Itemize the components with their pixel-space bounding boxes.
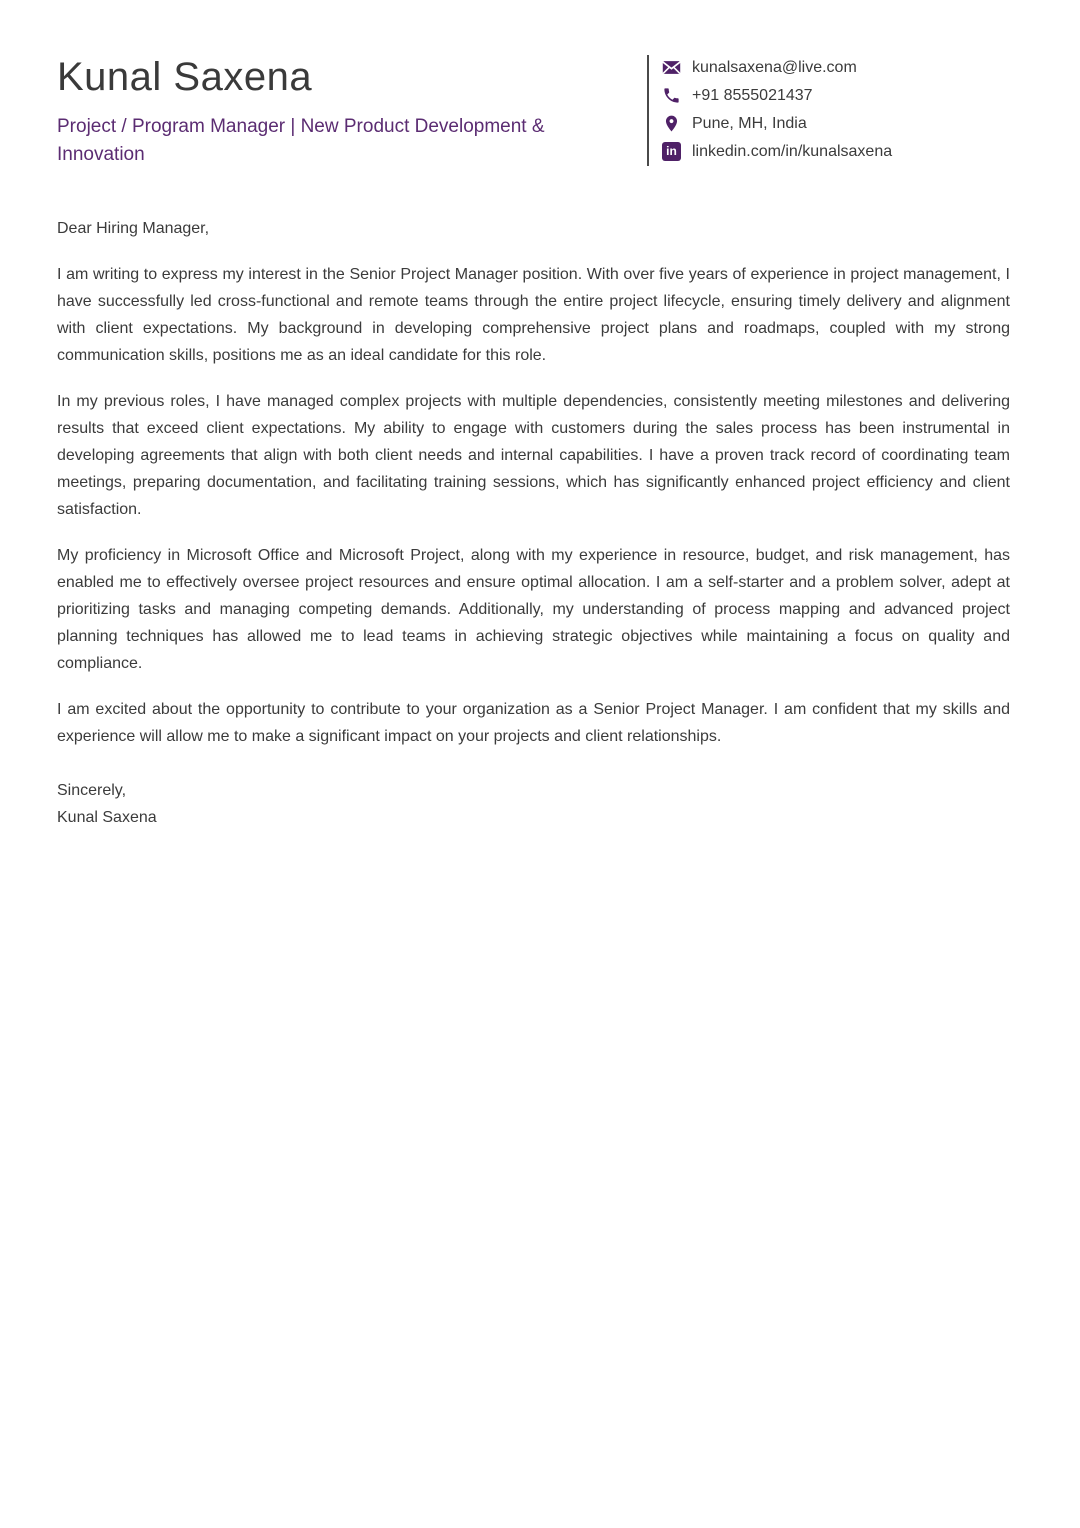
- contact-phone: +91 8555021437: [692, 86, 813, 104]
- envelope-icon: [662, 58, 681, 77]
- letter-signature: Kunal Saxena: [57, 809, 157, 826]
- letter-greeting: Dear Hiring Manager,: [57, 220, 210, 237]
- contact-location-row: [662, 114, 1017, 133]
- letter-paragraph-1: I am writing to express my interest in the Senior Project Manager position. With over five years of experience in project management, I have successfully led cross-functional and remote teams through the entire project lifecycle, ensuring timely delivery and alignment with client expectations. My background in developing comprehensive project plans and roadmaps, coupled with my strong communication skills, positions me as an ideal candidate for this role.: [57, 266, 1010, 364]
- letter-closing: Sincerely,: [57, 782, 127, 799]
- header-identity: [57, 55, 647, 169]
- contact-info-block: [647, 55, 1017, 166]
- location-pin-icon: [662, 114, 681, 133]
- contact-email: kunalsaxena@live.com: [692, 58, 857, 76]
- letter-paragraph-3: My proficiency in Microsoft Office and Microsoft Project, along with my experience in resource, budget, and risk management, has enabled me to effectively oversee project resources and ensure optimal allocation. I am a self-starter and a problem solver, adept at prioritizing tasks and managing competing demands. Additionally, my understanding of process mapping and advanced project planning techniques has allowed me to lead teams in achieving strategic objectives while maintaining a focus on quality and compliance.: [57, 547, 1010, 672]
- contact-linkedin: linkedin.com/in/kunalsaxena: [692, 142, 893, 160]
- candidate-name: Kunal Saxena: [57, 55, 313, 99]
- candidate-job-title: Project / Program Manager | New Product Development & Innovation: [57, 116, 545, 165]
- letter-paragraph-4: I am excited about the opportunity to contribute to your organization as a Senior Project Manager. I am confident that my skills and experience will allow me to make a significant impact on your projects and client relationships.: [57, 701, 1010, 745]
- contact-phone-row: [662, 86, 1017, 105]
- letter-signoff: [57, 777, 1010, 831]
- letter-body: [57, 215, 1010, 831]
- contact-location: Pune, MH, India: [692, 114, 807, 132]
- contact-email-row: [662, 58, 1017, 77]
- letter-paragraph-2: In my previous roles, I have managed complex projects with multiple dependencies, consistently meeting milestones and delivering results that exceed client expectations. My ability to engage with customers during the sales process has been instrumental in developing agreements that align with both client needs and internal capabilities. I have a proven track record of coordinating team meetings, preparing documentation, and facilitating training sessions, which has significantly enhanced project efficiency and client satisfaction.: [57, 393, 1010, 518]
- header: [57, 55, 1010, 169]
- phone-icon: [662, 86, 681, 105]
- contact-linkedin-row: [662, 142, 1017, 161]
- linkedin-icon: in: [662, 142, 681, 161]
